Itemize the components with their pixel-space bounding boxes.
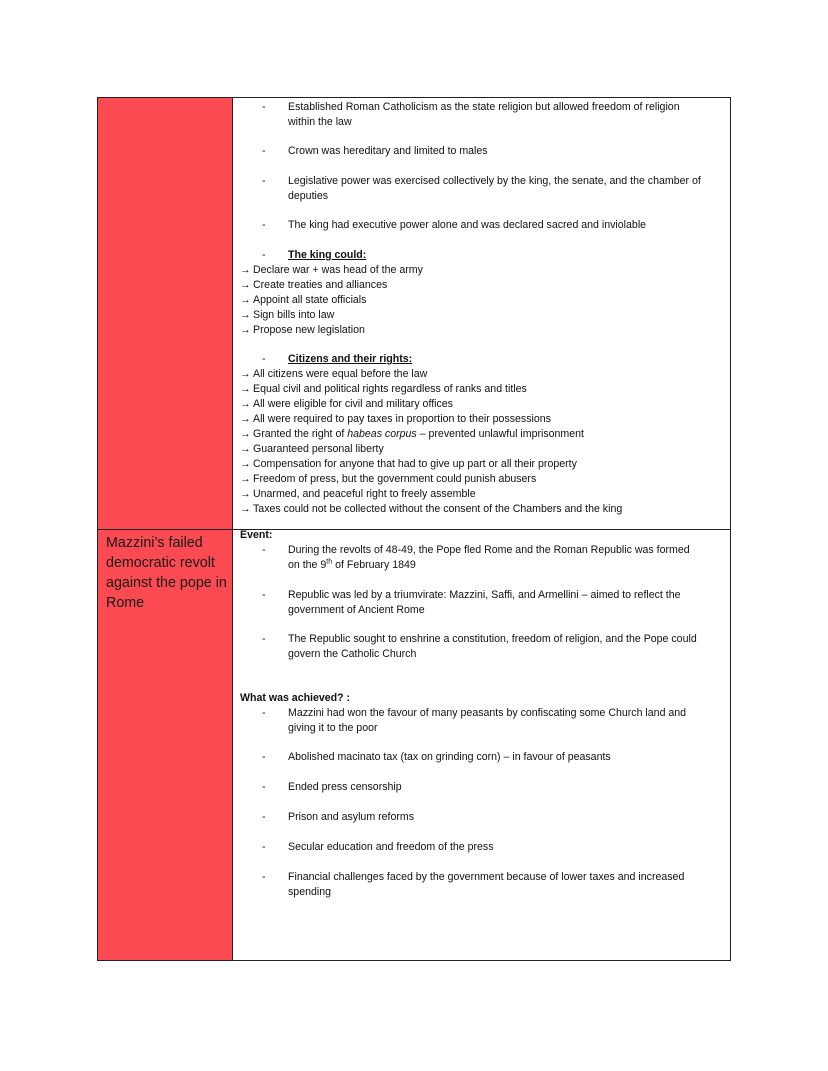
arrow-right-icon: → [240, 443, 251, 455]
row-content-cell [233, 98, 730, 529]
citizen-item: → Compensation for anyone that had to give up part or all their property [240, 458, 577, 470]
bullet-text: Prison and asylum reforms [288, 811, 414, 823]
king-item: → Propose new legislation [240, 324, 365, 336]
row-content-cell [233, 530, 730, 960]
bullet-text: Financial challenges faced by the government because of lower taxes and increased [288, 871, 685, 883]
bullet-dash: - [262, 589, 266, 601]
bullet-text: Mazzini had won the favour of many peasants by confiscating some Church land and [288, 707, 687, 719]
bullet-text: Secular education and freedom of the press [288, 841, 494, 853]
citizen-item: → Taxes could not be collected without the consent of the Chambers and the king [240, 503, 623, 515]
bullet-text: giving it to the poor [288, 722, 378, 734]
bullet-text: govern the Catholic Church [288, 648, 417, 660]
bullet-dash: - [262, 145, 266, 157]
arrow-right-icon: → [240, 279, 251, 291]
king-item: → Create treaties and alliances [240, 279, 388, 291]
row-label-cell [98, 98, 233, 529]
bullet-dash: - [262, 841, 266, 853]
arrow-right-icon: → [240, 473, 251, 485]
bullet-text: within the law [288, 116, 352, 128]
citizen-item: → All citizens were equal before the law [240, 368, 428, 380]
bullet-text: Legislative power was exercised collectively by the king, the senate, and the chamber of [288, 175, 701, 187]
achieved-heading: What was achieved? : [240, 692, 351, 704]
bullet-dash: - [262, 544, 266, 556]
arrow-right-icon: → [240, 398, 251, 410]
bullet-dash: - [262, 633, 266, 645]
arrow-right-icon: → [240, 383, 251, 395]
arrow-right-icon: → [240, 264, 251, 276]
bullet-dash: - [262, 871, 266, 883]
table-row-constitution [98, 98, 730, 530]
king-item: → Declare war + was head of the army [240, 264, 423, 276]
king-item: → Appoint all state officials [240, 294, 367, 306]
bullet-text: Established Roman Catholicism as the state religion but allowed freedom of religion [288, 101, 680, 113]
citizen-item: → All were eligible for civil and military offices [240, 398, 453, 410]
citizen-item: → Equal civil and political rights regardless of ranks and titles [240, 383, 527, 395]
bullet-text: government of Ancient Rome [288, 604, 425, 616]
bullet-text: Ended press censorship [288, 781, 402, 793]
citizens-heading: Citizens and their rights: [288, 353, 413, 365]
citizen-item: → Guaranteed personal liberty [240, 443, 384, 455]
bullet-dash: - [262, 707, 266, 719]
bullet-text: on the 9th of February 1849 [288, 558, 416, 571]
arrow-right-icon: → [240, 488, 251, 500]
table-row-mazzini [98, 530, 730, 960]
bullet-dash: - [262, 219, 266, 231]
arrow-right-icon: → [240, 413, 251, 425]
bullet-text: The king had executive power alone and was declared sacred and inviolable [288, 219, 647, 231]
citizen-item: → Freedom of press, but the government could punish abusers [240, 473, 537, 485]
bullet-text: deputies [288, 190, 329, 202]
king-heading: The king could: [288, 249, 367, 261]
citizen-item: → All were required to pay taxes in proportion to their possessions [240, 413, 551, 425]
arrow-right-icon: → [240, 428, 251, 440]
arrow-right-icon: → [240, 309, 251, 321]
arrow-right-icon: → [240, 368, 251, 380]
row-title: Mazzini’s failed democratic revolt against the pope in Rome [106, 535, 227, 611]
bullet-text: During the revolts of 48-49, the Pope fled Rome and the Roman Republic was formed [288, 544, 690, 556]
row-label-cell [98, 530, 233, 960]
arrow-right-icon: → [240, 294, 251, 306]
bullet-dash: - [262, 751, 266, 763]
bullet-dash: - [262, 101, 266, 113]
arrow-right-icon: → [240, 324, 251, 336]
bullet-dash: - [262, 781, 266, 793]
bullet-dash: - [262, 811, 266, 823]
bullet-text: spending [288, 886, 332, 898]
bullet-text: Abolished macinato tax (tax on grinding corn) – in favour of peasants [288, 751, 611, 763]
bullet-dash: - [262, 175, 266, 187]
bullet-dash: - [262, 249, 266, 261]
citizen-item: → Unarmed, and peaceful right to freely assemble [240, 488, 476, 500]
bullet-dash: - [262, 353, 266, 365]
bullet-text: Republic was led by a triumvirate: Mazzini, Saffi, and Armellini – aimed to reflect the [288, 589, 681, 601]
arrow-right-icon: → [240, 503, 251, 515]
bullet-text: The Republic sought to enshrine a constitution, freedom of religion, and the Pope could [288, 633, 697, 645]
notes-table [97, 97, 731, 961]
bullet-text: Crown was hereditary and limited to males [288, 145, 488, 157]
arrow-right-icon: → [240, 458, 251, 470]
event-heading: Event: [240, 529, 273, 541]
king-item: → Sign bills into law [240, 309, 335, 321]
citizen-item: → Granted the right of habeas corpus – prevented unlawful imprisonment [240, 428, 584, 440]
